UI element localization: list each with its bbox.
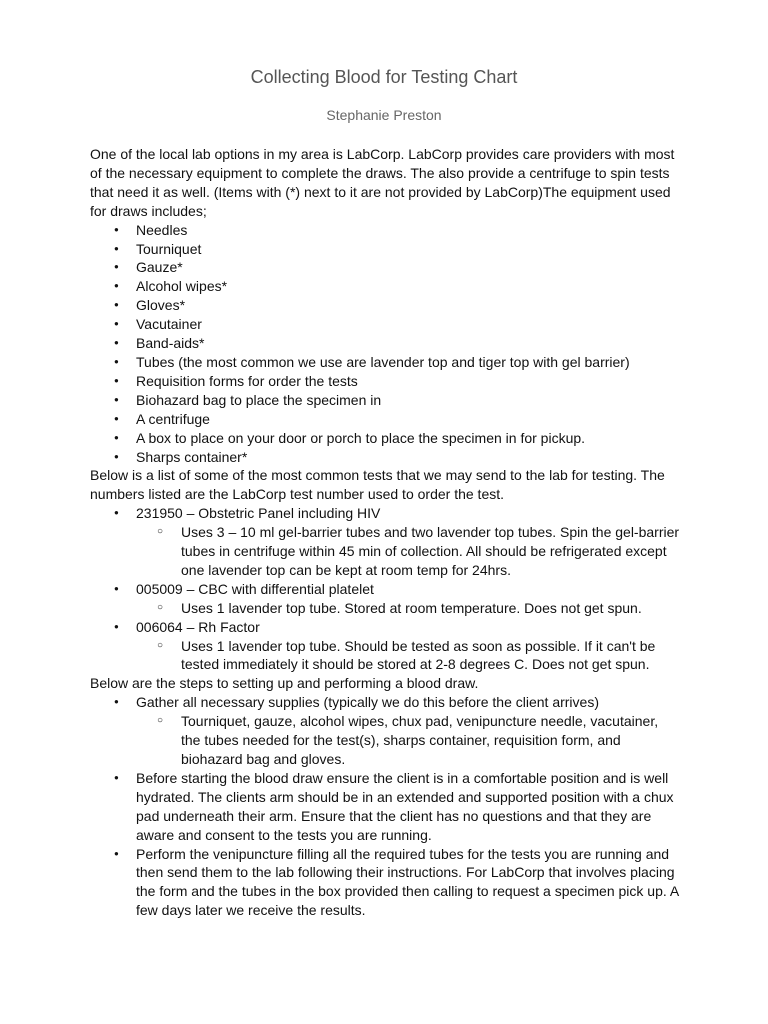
equipment-item: ● Tubes (the most common we use are lavender top and tiger top with gel barrier) bbox=[90, 353, 680, 372]
equipment-item: ● Requisition forms for order the tests bbox=[90, 372, 680, 391]
equipment-item: ● Alcohol wipes* bbox=[90, 277, 680, 296]
test-item: ● 231950 – Obstetric Panel including HIV bbox=[90, 504, 680, 523]
equipment-item: ● Band-aids* bbox=[90, 334, 680, 353]
test-item: ● 005009 – CBC with differential platelet bbox=[90, 580, 680, 599]
equipment-list bbox=[90, 221, 680, 467]
test-detail: ○ Uses 1 lavender top tube. Stored at room temperature. Does not get spun. bbox=[90, 599, 680, 618]
intro-paragraph: One of the local lab options in my area is LabCorp. LabCorp provides care providers with most of the necessary equipment to complete the draws. The also provide a centrifuge to spin tests that need it as well. (Items with (*) next to it are not provided by LabCorp)The equipment used for draws includes; bbox=[90, 146, 675, 219]
step-item: ● Perform the venipuncture filling all the required tubes for the tests you are running and then send them to the lab following their instructions. For LabCorp that involves placing the form and the tubes in the box provided then calling to request a specimen pick up. A few days later we receive the results. bbox=[90, 845, 680, 921]
steps-list bbox=[90, 693, 680, 920]
document-author: Stephanie Preston bbox=[326, 107, 442, 123]
equipment-item: ● Sharps container* bbox=[90, 448, 680, 467]
equipment-item: ● A box to place on your door or porch to place the specimen in for pickup. bbox=[90, 429, 680, 448]
tests-intro-paragraph: Below is a list of some of the most common tests that we may send to the lab for testing. The numbers listed are the LabCorp test number used to order the test. bbox=[90, 467, 665, 503]
tests-list bbox=[90, 504, 680, 674]
step-detail: ○ Tourniquet, gauze, alcohol wipes, chux pad, venipuncture needle, vacutainer, the tubes needed for the test(s), sharps container, requisition form, and biohazard bag and gloves. bbox=[90, 712, 680, 769]
test-detail: ○ Uses 3 – 10 ml gel-barrier tubes and two lavender top tubes. Spin the gel-barrier tubes in centrifuge within 45 min of collection. All should be refrigerated except one lavender top can be kept at room temp for 24hrs. bbox=[90, 523, 680, 580]
step-item: ● Before starting the blood draw ensure the client is in a comfortable position and is well hydrated. The clients arm should be in an extended and supported position with a chux pad underneath their arm. Ensure that the client has no questions and that they are aware and consent to the tests you are running. bbox=[90, 769, 680, 845]
test-item: ● 006064 – Rh Factor bbox=[90, 618, 680, 637]
step-item: ● Gather all necessary supplies (typically we do this before the client arrives) bbox=[90, 693, 680, 712]
document-title: Collecting Blood for Testing Chart bbox=[250, 67, 518, 87]
test-detail: ○ Uses 1 lavender top tube. Should be tested as soon as possible. If it can't be tested immediately it should be stored at 2-8 degrees C. Does not get spun. bbox=[90, 637, 680, 675]
document-body bbox=[90, 145, 680, 920]
equipment-item: ● Biohazard bag to place the specimen in bbox=[90, 391, 680, 410]
equipment-item: ● Tourniquet bbox=[90, 240, 680, 259]
equipment-item: ● A centrifuge bbox=[90, 410, 680, 429]
equipment-item: ● Gloves* bbox=[90, 296, 680, 315]
equipment-item: ● Needles bbox=[90, 221, 680, 240]
steps-intro-paragraph: Below are the steps to setting up and performing a blood draw. bbox=[90, 675, 479, 692]
equipment-item: ● Vacutainer bbox=[90, 315, 680, 334]
equipment-item: ● Gauze* bbox=[90, 258, 680, 277]
